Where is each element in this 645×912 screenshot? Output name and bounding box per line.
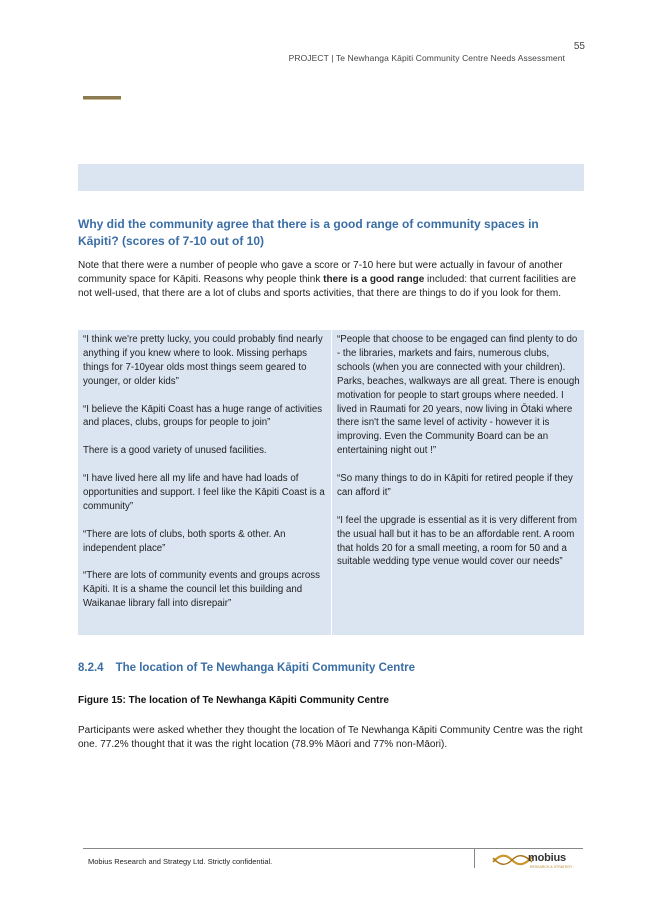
shaded-band [78,164,584,191]
quote: “I believe the Kāpiti Coast has a huge range of activities and places, clubs, groups for people to join” [83,403,323,429]
quote: There is a good variety of unused facilities. [83,445,267,457]
quote: “I have lived here all my life and have had loads of opportunities and support. I feel like the Kāpiti Coast is a community” [83,473,325,512]
intro-text: Note that there were a number of people who gave a score or 7-10 here but were actually in favour of another community space for Kāpiti. Reasons why people think [78,260,563,285]
quote-table-divider [331,330,332,635]
quote: “There are lots of community events and groups across Kāpiti. It is a shame the council let this building and Waikanae library fall into disrepair” [83,570,320,610]
subsection-heading [78,662,415,674]
quote-column-right [337,333,580,583]
quote: “I think we're pretty lucky, you could probably find nearly anything if you knew where to look. Missing perhaps things for 7-10year olds most things seem geared to younger, or older kids” [83,334,323,387]
quote: “I feel the upgrade is essential as it is very different from the usual hall but it has to be an affordable rent. A room that holds 20 for a small meeting, a room for 50 and a suitable wedding type venue would cover our needs” [337,514,577,568]
subsection-title: The location of Te Newhanga Kāpiti Community Centre [115,662,416,674]
accent-bar [83,96,121,100]
logo-subtitle: RESEARCH & STRATEGY [530,865,573,869]
logo-text: mobius [528,852,566,864]
quote: “People that choose to be engaged can find plenty to do - the libraries, markets and fairs, numerous clubs, schools (when you are connected with your children). Parks, beaches, walkways are all great. There is enough motivation for people to start groups where needed. I lived in Raumati for 20 years, now living in Ōtaki where there isn't the same level of activity - however it is improving. Even the Community Board can be an entertaining night out !” [337,334,580,457]
figure-caption: Figure 15: The location of Te Newhanga Kāpiti Community Centre [78,695,389,706]
subsection-number: 8.2.4 [78,662,104,674]
section-heading: Why did the community agree that there is a good range of community spaces in Kāpiti? (scores of 7-10 out of 10) [78,217,539,248]
intro-paragraph [78,259,588,301]
footer-rule [83,848,583,849]
footer-text: Mobius Research and Strategy Ltd. Strictly confidential. [88,857,273,866]
footer-divider [474,848,475,868]
location-paragraph: Participants were asked whether they thought the location of Te Newhanga Kāpiti Community Centre was the right one. 77.2% thought that it was the right location (78.9% Māori and 77% non-Māori). [78,725,583,750]
quote-column-left [83,333,327,625]
intro-emphasis: there is a good range [323,274,425,285]
intro-text-end: included: that current facilities are not well-used, that there are a lot of clubs and sports activities, that there are things to do if you look for them. [78,274,577,299]
quote: “There are lots of clubs, both sports & other. An independent place” [83,528,286,554]
quote: “So many things to do in Kāpiti for retired people if they can afford it” [337,473,573,498]
page-number: 55 [573,41,585,52]
running-header: PROJECT | Te Newhanga Kāpiti Community Centre Needs Assessment [288,53,565,63]
